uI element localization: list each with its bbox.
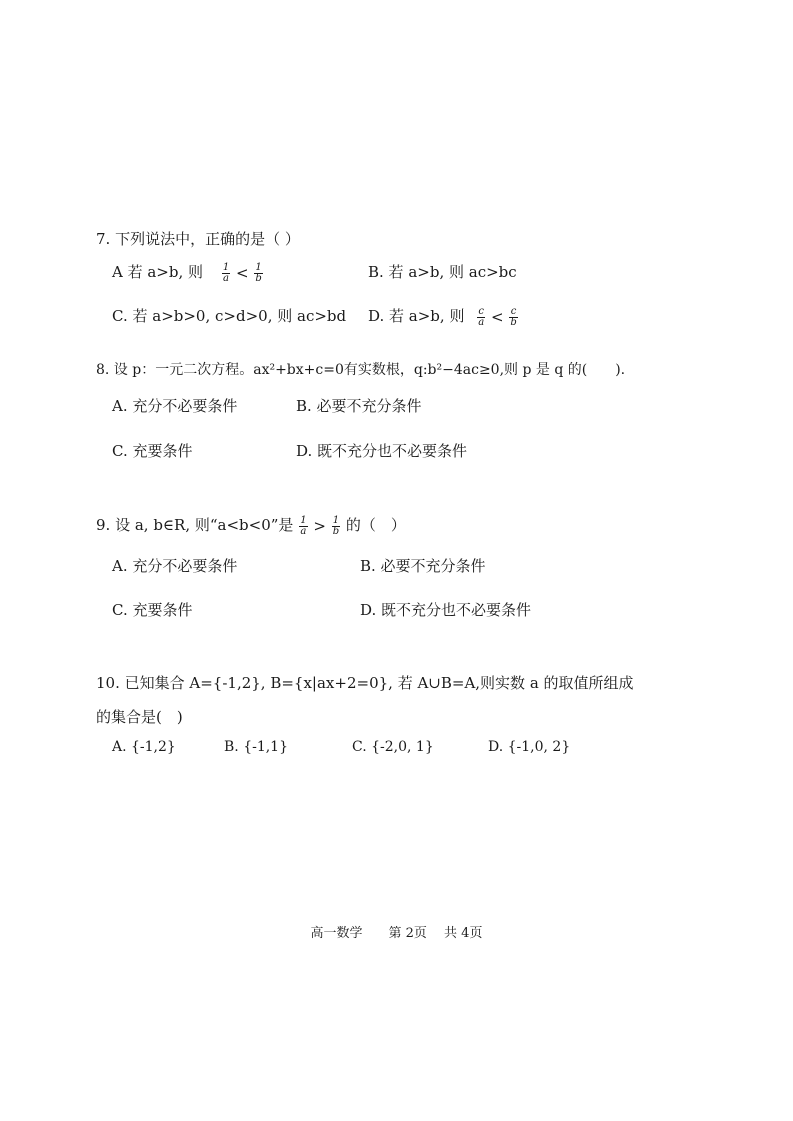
q7-option-a-frac-left (222, 263, 230, 284)
q9-frac-right-num: 1 (332, 514, 340, 526)
q8-stem: 8. 设 p：一元二次方程。ax²+bx+c=0有实数根，q:b²−4ac≥0,则 p 是 q 的( ). (96, 362, 626, 378)
q10-option-d: D. {-1,0, 2} (488, 739, 571, 755)
q9-stem-prefix: 9. 设 a, b∈R, 则“a<b<0”是 (96, 516, 294, 534)
q9-relation: > (313, 517, 326, 535)
q7-option-a (112, 262, 264, 284)
q10-stem-line2: 的集合是( ) (96, 708, 183, 726)
q10-option-a: A. {-1,2} (112, 739, 176, 755)
q7-option-d-frac-right-den: b (510, 316, 517, 328)
q9-option-b: B. 必要不充分条件 (360, 557, 486, 575)
q7-option-d-frac-left (477, 307, 485, 328)
q7-option-d-frac-left-den: a (478, 316, 485, 328)
q7-option-d-frac-right-num: c (510, 305, 517, 317)
q7-option-a-frac-right-den: b (255, 272, 262, 284)
q10-stem-line1: 10. 已知集合 A={-1,2}, B={x|ax+2=0}, 若 A∪B=A,则实数 a 的取值所组成 (96, 674, 634, 692)
q9-option-d: D. 既不充分也不必要条件 (360, 601, 532, 619)
q8-option-c: C. 充要条件 (112, 442, 193, 460)
q7-option-d-frac-left-num: c (478, 305, 485, 317)
q9-frac-left (299, 516, 307, 537)
q7-stem: 7. 下列说法中，正确的是（ ） (96, 230, 300, 248)
q7-option-a-frac-right-num: 1 (255, 261, 262, 273)
q7-option-d-relation: < (490, 308, 504, 326)
q8-option-d: D. 既不充分也不必要条件 (296, 442, 468, 460)
q7-option-d (368, 306, 519, 328)
q7-option-d-frac-right (509, 307, 517, 328)
q7-option-c: C. 若 a>b>0, c>d>0, 则 ac>bd (112, 307, 347, 325)
q8-option-a: A. 充分不必要条件 (112, 397, 238, 415)
q10-option-c: C. {-2,0, 1} (352, 739, 434, 755)
q7-option-a-frac-right (254, 263, 262, 284)
q8-option-b: B. 必要不充分条件 (296, 397, 422, 415)
q9-stem (96, 515, 406, 537)
q10-option-b: B. {-1,1} (224, 739, 288, 755)
q9-frac-left-den: a (300, 525, 307, 537)
q7-option-d-text: D. 若 a>b, 则 (368, 307, 465, 325)
q9-stem-suffix: 的（ ） (345, 516, 406, 534)
q7-option-b: B. 若 a>b, 则 ac>bc (368, 263, 517, 281)
q7-option-a-frac-left-den: a (223, 272, 229, 284)
q7-option-a-relation: < (235, 264, 249, 282)
page-footer: 高一数学 第 2页 共 4页 (310, 926, 483, 941)
q9-frac-right-den: b (332, 525, 340, 537)
q9-option-a: A. 充分不必要条件 (112, 557, 238, 575)
q9-frac-right (332, 516, 340, 537)
q9-option-c: C. 充要条件 (112, 601, 193, 619)
q7-option-a-frac-left-num: 1 (222, 261, 230, 273)
q9-frac-left-num: 1 (300, 514, 307, 526)
q7-option-a-text: A 若 a>b, 则 (112, 263, 204, 281)
